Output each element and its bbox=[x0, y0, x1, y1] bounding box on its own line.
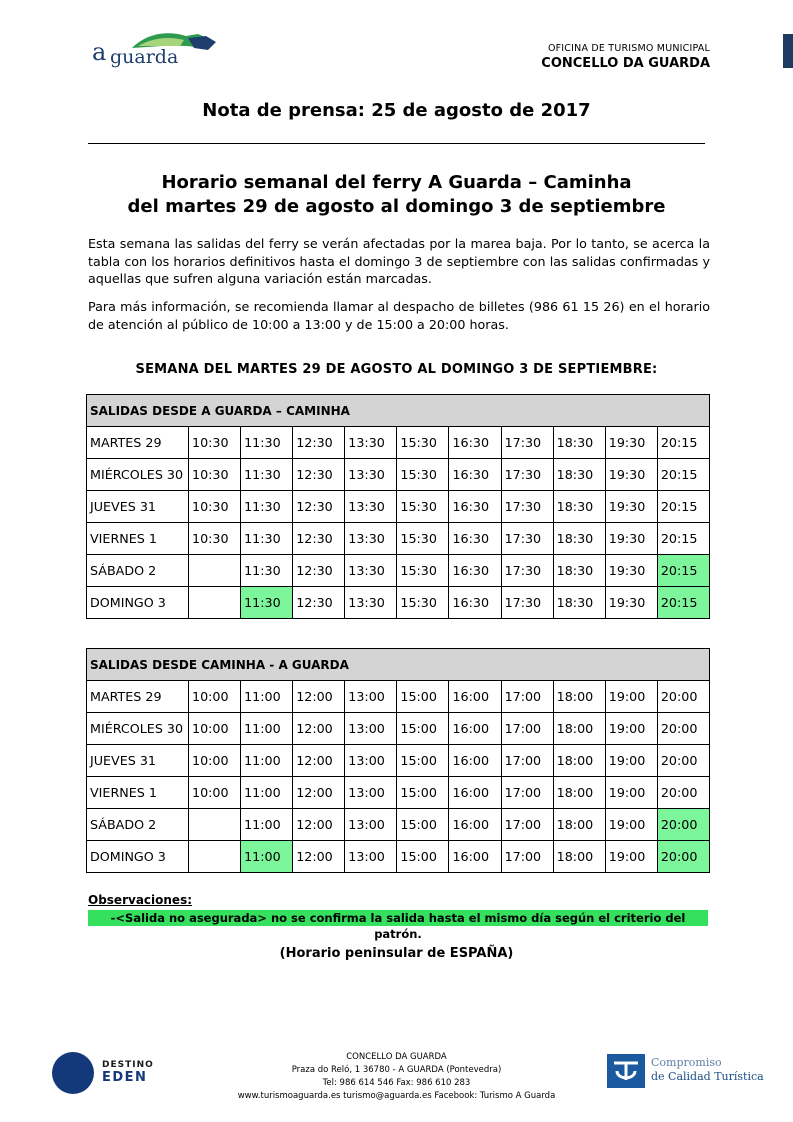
time-cell: 19:30 bbox=[605, 459, 657, 491]
time-cell: 12:30 bbox=[293, 427, 345, 459]
schedule-table-caminha-aguarda bbox=[86, 648, 710, 873]
time-cell: 18:30 bbox=[553, 587, 605, 619]
day-cell: VIERNES 1 bbox=[87, 777, 189, 809]
time-cell: 12:00 bbox=[293, 681, 345, 713]
day-cell: JUEVES 31 bbox=[87, 491, 189, 523]
logo-text-a: a bbox=[92, 38, 107, 66]
table-row bbox=[87, 491, 710, 523]
time-cell: 11:30 bbox=[241, 555, 293, 587]
time-cell: 19:00 bbox=[605, 841, 657, 873]
table-row bbox=[87, 713, 710, 745]
time-cell: 18:00 bbox=[553, 777, 605, 809]
time-cell: 13:30 bbox=[345, 459, 397, 491]
table-heading: SALIDAS DESDE A GUARDA – CAMINHA bbox=[87, 395, 710, 427]
time-cell: 16:30 bbox=[449, 459, 501, 491]
time-cell: 15:00 bbox=[397, 713, 449, 745]
time-cell: 12:00 bbox=[293, 841, 345, 873]
office-header bbox=[541, 43, 710, 71]
press-note-title: Nota de prensa: 25 de agosto de 2017 bbox=[202, 100, 591, 121]
logo-text-guarda: guarda bbox=[110, 46, 179, 68]
table-row bbox=[87, 459, 710, 491]
table-row bbox=[87, 587, 710, 619]
observations-note: -<Salida no asegurada> no se confirma la salida hasta el mismo día según el criterio del patrón. bbox=[88, 910, 708, 926]
destino-eden-logo bbox=[52, 1052, 172, 1096]
table-row bbox=[87, 745, 710, 777]
footer-contact bbox=[200, 1051, 593, 1103]
quality-line-1: Compromiso bbox=[651, 1056, 722, 1069]
time-cell: 11:00 bbox=[241, 713, 293, 745]
table-row bbox=[87, 523, 710, 555]
time-cell: 18:30 bbox=[553, 459, 605, 491]
time-cell: 19:00 bbox=[605, 809, 657, 841]
time-cell: 17:30 bbox=[501, 459, 553, 491]
time-cell: 20:00 bbox=[657, 809, 709, 841]
time-cell: 16:00 bbox=[449, 841, 501, 873]
time-cell: 18:00 bbox=[553, 841, 605, 873]
footer-line-2: Praza do Reló, 1 36780 - A GUARDA (Pontevedra) bbox=[291, 1065, 502, 1075]
time-cell: 16:30 bbox=[449, 491, 501, 523]
time-cell: 17:00 bbox=[501, 745, 553, 777]
table-row bbox=[87, 777, 710, 809]
a-guarda-logo bbox=[92, 26, 222, 78]
day-cell: SÁBADO 2 bbox=[87, 555, 189, 587]
time-cell: 16:00 bbox=[449, 681, 501, 713]
time-cell: 17:00 bbox=[501, 841, 553, 873]
time-cell: 12:00 bbox=[293, 777, 345, 809]
time-cell: 17:00 bbox=[501, 713, 553, 745]
time-cell: 19:30 bbox=[605, 427, 657, 459]
time-cell: 19:30 bbox=[605, 555, 657, 587]
time-cell: 15:30 bbox=[397, 427, 449, 459]
time-cell: 12:30 bbox=[293, 491, 345, 523]
time-cell: 11:30 bbox=[241, 523, 293, 555]
time-cell: 11:30 bbox=[241, 459, 293, 491]
time-cell: 20:00 bbox=[657, 745, 709, 777]
time-cell: 15:00 bbox=[397, 809, 449, 841]
time-cell: 11:00 bbox=[241, 841, 293, 873]
time-cell: 13:00 bbox=[345, 777, 397, 809]
eden-line-1: DESTINO bbox=[102, 1060, 154, 1070]
time-cell: 13:00 bbox=[345, 713, 397, 745]
time-cell: 16:00 bbox=[449, 713, 501, 745]
time-cell bbox=[189, 841, 241, 873]
time-cell: 18:30 bbox=[553, 555, 605, 587]
time-cell: 10:00 bbox=[189, 713, 241, 745]
time-cell: 11:30 bbox=[241, 427, 293, 459]
time-cell: 20:15 bbox=[657, 555, 709, 587]
time-cell: 12:30 bbox=[293, 523, 345, 555]
time-cell: 10:00 bbox=[189, 681, 241, 713]
quality-commitment-logo bbox=[607, 1054, 767, 1090]
time-cell: 17:00 bbox=[501, 809, 553, 841]
footer-line-3: Tel: 986 614 546 Fax: 986 610 283 bbox=[322, 1078, 471, 1088]
time-cell: 13:00 bbox=[345, 745, 397, 777]
time-cell: 20:00 bbox=[657, 777, 709, 809]
time-cell: 16:30 bbox=[449, 555, 501, 587]
time-cell: 13:30 bbox=[345, 555, 397, 587]
time-cell: 20:15 bbox=[657, 459, 709, 491]
time-cell: 13:30 bbox=[345, 587, 397, 619]
day-cell: VIERNES 1 bbox=[87, 523, 189, 555]
time-cell: 16:00 bbox=[449, 809, 501, 841]
time-cell: 19:00 bbox=[605, 713, 657, 745]
divider bbox=[88, 143, 705, 144]
table-row bbox=[87, 681, 710, 713]
time-cell: 13:30 bbox=[345, 427, 397, 459]
schedule-table-aguarda-caminha bbox=[86, 394, 710, 619]
day-cell: DOMINGO 3 bbox=[87, 587, 189, 619]
footer-line-1: CONCELLO DA GUARDA bbox=[346, 1052, 447, 1062]
time-cell: 17:30 bbox=[501, 523, 553, 555]
edge-bar bbox=[783, 34, 793, 68]
time-cell: 12:30 bbox=[293, 587, 345, 619]
time-cell: 10:00 bbox=[189, 745, 241, 777]
time-cell: 15:00 bbox=[397, 745, 449, 777]
day-cell: MARTES 29 bbox=[87, 427, 189, 459]
quality-mark-icon bbox=[607, 1054, 645, 1088]
title-line-1: Horario semanal del ferry A Guarda – Caminha bbox=[161, 172, 632, 193]
time-cell: 11:00 bbox=[241, 745, 293, 777]
time-cell: 15:30 bbox=[397, 491, 449, 523]
day-cell: DOMINGO 3 bbox=[87, 841, 189, 873]
time-cell: 20:00 bbox=[657, 681, 709, 713]
time-cell: 11:00 bbox=[241, 681, 293, 713]
time-cell: 20:00 bbox=[657, 713, 709, 745]
time-cell: 10:30 bbox=[189, 427, 241, 459]
time-cell: 13:00 bbox=[345, 681, 397, 713]
day-cell: SÁBADO 2 bbox=[87, 809, 189, 841]
time-cell: 12:00 bbox=[293, 745, 345, 777]
footer-line-4: www.turismoaguarda.es turismo@aguarda.es Facebook: Turismo A Guarda bbox=[237, 1091, 556, 1101]
time-cell: 16:30 bbox=[449, 587, 501, 619]
office-line-1: OFICINA DE TURISMO MUNICIPAL bbox=[547, 43, 710, 54]
time-cell: 19:00 bbox=[605, 777, 657, 809]
time-cell: 15:00 bbox=[397, 681, 449, 713]
time-cell: 18:30 bbox=[553, 427, 605, 459]
time-cell: 15:30 bbox=[397, 523, 449, 555]
time-cell bbox=[189, 809, 241, 841]
day-cell: MIÉRCOLES 30 bbox=[87, 713, 189, 745]
table-heading-row bbox=[87, 395, 710, 427]
title-line-2: del martes 29 de agosto al domingo 3 de septiembre bbox=[127, 196, 666, 217]
time-cell: 18:30 bbox=[553, 523, 605, 555]
time-cell: 18:00 bbox=[553, 745, 605, 777]
time-cell bbox=[189, 587, 241, 619]
eden-globe-icon bbox=[52, 1052, 94, 1094]
time-cell: 11:00 bbox=[241, 809, 293, 841]
time-cell: 20:00 bbox=[657, 841, 709, 873]
time-cell: 18:00 bbox=[553, 713, 605, 745]
office-line-2: CONCELLO DA GUARDA bbox=[541, 56, 710, 71]
table-row bbox=[87, 555, 710, 587]
time-cell: 13:30 bbox=[345, 523, 397, 555]
timezone-note: (Horario peninsular de ESPAÑA) bbox=[279, 946, 514, 961]
time-cell: 13:30 bbox=[345, 491, 397, 523]
time-cell: 15:00 bbox=[397, 777, 449, 809]
time-cell: 20:15 bbox=[657, 491, 709, 523]
week-heading: SEMANA DEL MARTES 29 DE AGOSTO AL DOMINGO 3 DE SEPTIEMBRE: bbox=[135, 362, 658, 377]
day-cell: JUEVES 31 bbox=[87, 745, 189, 777]
time-cell: 17:30 bbox=[501, 587, 553, 619]
time-cell: 18:30 bbox=[553, 491, 605, 523]
document-title bbox=[0, 171, 793, 219]
time-cell: 17:30 bbox=[501, 491, 553, 523]
time-cell: 12:00 bbox=[293, 809, 345, 841]
time-cell: 16:30 bbox=[449, 427, 501, 459]
quality-line-2: de Calidad Turística bbox=[651, 1070, 764, 1083]
intro-paragraph: Esta semana las salidas del ferry se verán afectadas por la marea baja. Por lo tanto, se acerca la tabla con los horarios definitivos hasta el domingo 3 de septiembre con las salidas confirmadas y aquellas que sufren alguna variación están marcadas. bbox=[88, 236, 710, 286]
time-cell: 12:30 bbox=[293, 555, 345, 587]
time-cell: 15:30 bbox=[397, 555, 449, 587]
time-cell: 10:30 bbox=[189, 459, 241, 491]
time-cell: 12:30 bbox=[293, 459, 345, 491]
time-cell: 20:15 bbox=[657, 587, 709, 619]
table-row bbox=[87, 841, 710, 873]
time-cell: 16:00 bbox=[449, 745, 501, 777]
time-cell: 17:30 bbox=[501, 427, 553, 459]
day-cell: MIÉRCOLES 30 bbox=[87, 459, 189, 491]
time-cell: 19:00 bbox=[605, 681, 657, 713]
time-cell: 12:00 bbox=[293, 713, 345, 745]
time-cell: 11:00 bbox=[241, 777, 293, 809]
time-cell: 19:30 bbox=[605, 491, 657, 523]
day-cell: MARTES 29 bbox=[87, 681, 189, 713]
time-cell: 15:30 bbox=[397, 459, 449, 491]
time-cell: 19:30 bbox=[605, 523, 657, 555]
time-cell: 20:15 bbox=[657, 427, 709, 459]
time-cell: 17:00 bbox=[501, 681, 553, 713]
eden-line-2: EDEN bbox=[102, 1070, 148, 1085]
table-heading-row bbox=[87, 649, 710, 681]
time-cell: 15:30 bbox=[397, 587, 449, 619]
time-cell: 18:00 bbox=[553, 809, 605, 841]
table-row bbox=[87, 809, 710, 841]
time-cell: 10:30 bbox=[189, 523, 241, 555]
table-heading: SALIDAS DESDE CAMINHA - A GUARDA bbox=[87, 649, 710, 681]
time-cell: 17:30 bbox=[501, 555, 553, 587]
time-cell: 13:00 bbox=[345, 841, 397, 873]
time-cell: 19:30 bbox=[605, 587, 657, 619]
time-cell: 19:00 bbox=[605, 745, 657, 777]
observations-title: Observaciones: bbox=[88, 893, 193, 907]
time-cell: 20:15 bbox=[657, 523, 709, 555]
time-cell: 13:00 bbox=[345, 809, 397, 841]
time-cell: 11:30 bbox=[241, 587, 293, 619]
time-cell: 10:30 bbox=[189, 491, 241, 523]
time-cell: 16:00 bbox=[449, 777, 501, 809]
time-cell: 16:30 bbox=[449, 523, 501, 555]
time-cell: 18:00 bbox=[553, 681, 605, 713]
table-row bbox=[87, 427, 710, 459]
time-cell: 15:00 bbox=[397, 841, 449, 873]
time-cell: 11:30 bbox=[241, 491, 293, 523]
time-cell: 10:00 bbox=[189, 777, 241, 809]
time-cell bbox=[189, 555, 241, 587]
contact-paragraph: Para más información, se recomienda llamar al despacho de billetes (986 61 15 26) en el horario de atención al público de 10:00 a 13:00 y de 15:00 a 20:00 horas. bbox=[88, 299, 710, 332]
time-cell: 17:00 bbox=[501, 777, 553, 809]
